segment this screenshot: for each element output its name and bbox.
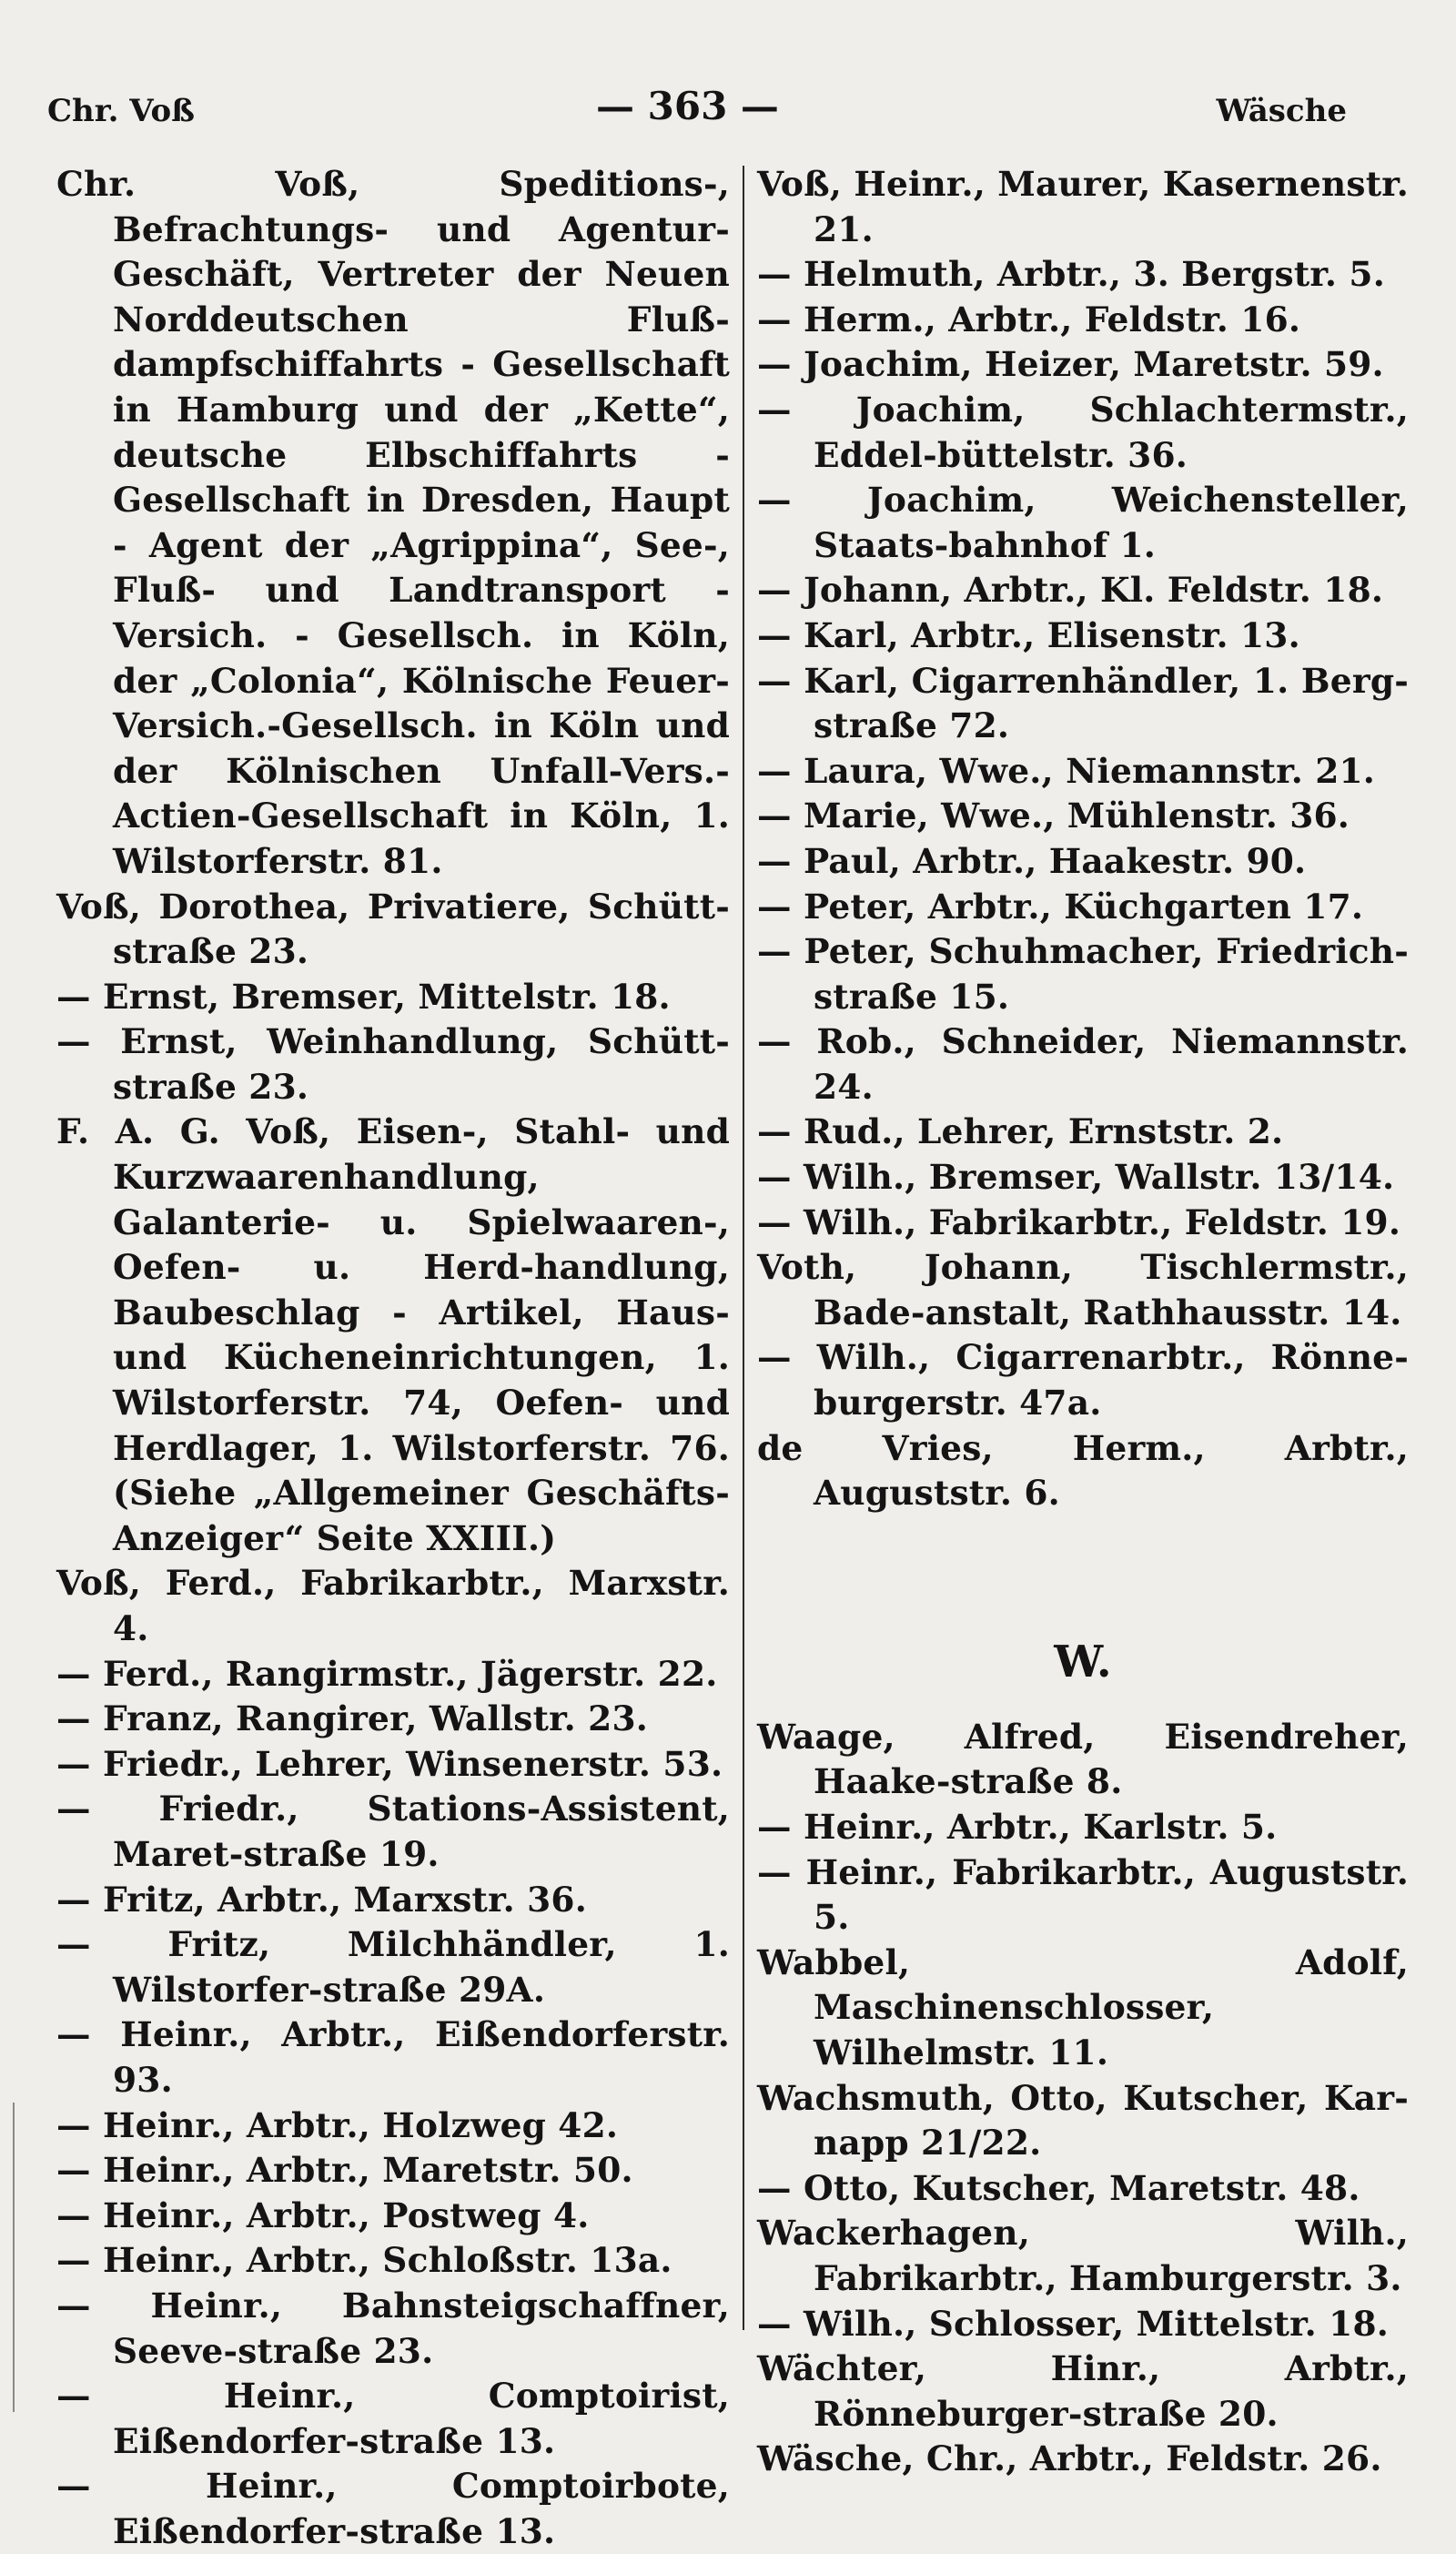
directory-entry: Voß, Dorothea, Privatiere, Schütt-straße 23. bbox=[56, 886, 730, 972]
running-head-left: Chr. Voß bbox=[47, 93, 196, 129]
directory-entry: — Heinr., Arbtr., Holzweg 42. bbox=[56, 2104, 619, 2145]
directory-entry: — Heinr., Arbtr., Karlstr. 5. bbox=[757, 1807, 1278, 1847]
directory-entry: — Franz, Rangirer, Wallstr. 23. bbox=[56, 1698, 648, 1739]
directory-entry: — Rud., Lehrer, Ernststr. 2. bbox=[757, 1111, 1284, 1152]
directory-entry: Voß, Heinr., Maurer, Kasernenstr. 21. bbox=[757, 164, 1409, 249]
directory-entry: — Herm., Arbtr., Feldstr. 16. bbox=[757, 299, 1301, 340]
directory-entry: — Heinr., Arbtr., Schloßstr. 13a. bbox=[56, 2240, 672, 2281]
directory-entry: — Ferd., Rangirmstr., Jägerstr. 22. bbox=[56, 1653, 718, 1694]
directory-entry: — Rob., Schneider, Niemannstr. 24. bbox=[757, 1021, 1409, 1107]
page-number: — 363 — bbox=[596, 84, 779, 128]
directory-entry: — Joachim, Weichensteller, Staats-bahnhof 1. bbox=[757, 480, 1409, 565]
column-divider bbox=[743, 166, 744, 2330]
directory-entry: — Fritz, Arbtr., Marxstr. 36. bbox=[56, 1879, 587, 1920]
directory-entry: — Karl, Arbtr., Elisenstr. 13. bbox=[757, 614, 1300, 655]
directory-entry: Voß, Ferd., Fabrikarbtr., Marxstr. 4. bbox=[56, 1563, 730, 1648]
directory-entry: — Peter, Schuhmacher, Friedrich-straße 15. bbox=[757, 931, 1409, 1017]
directory-entry: Waage, Alfred, Eisendreher, Haake-straße 8. bbox=[757, 1716, 1409, 1802]
directory-entry: Voth, Johann, Tischlermstr., Bade-anstalt, Rathhausstr. 14. bbox=[757, 1247, 1409, 1333]
section-letter-w: W. bbox=[1054, 1636, 1112, 1687]
directory-entry: — Heinr., Arbtr., Postweg 4. bbox=[56, 2194, 590, 2235]
right-column-entries-v bbox=[757, 162, 1409, 1516]
directory-entry: — Wilh., Cigarrenarbtr., Rönne-burgerstr. 47a. bbox=[757, 1337, 1409, 1424]
directory-entry: de Vries, Herm., Arbtr., Auguststr. 6. bbox=[757, 1427, 1409, 1514]
directory-entry: — Heinr., Arbtr., Maretstr. 50. bbox=[56, 2150, 633, 2191]
directory-entry: Wachsmuth, Otto, Kutscher, Kar-napp 21/22. bbox=[757, 2077, 1409, 2164]
directory-entry: — Karl, Cigarrenhändler, 1. Berg-straße 72. bbox=[757, 660, 1409, 746]
directory-entry: Wäsche, Chr., Arbtr., Feldstr. 26. bbox=[757, 2438, 1382, 2479]
directory-entry: — Laura, Wwe., Niemannstr. 21. bbox=[757, 750, 1376, 791]
right-column bbox=[757, 162, 1409, 2482]
directory-entry: Wächter, Hinr., Arbtr., Rönneburger-straße 20. bbox=[757, 2348, 1409, 2434]
directory-entry: Chr. Voß, Speditions-, Befrachtungs- und Agentur-Geschäft, Vertreter der Neuen Norddeutschen Fluß-dampfschiffahrts - Gesellschaft in Hamburg und der „Kette“, deutsche Elbschiffahrts - Gesellschaft in Dresden, Haupt - Agent der „Agrippina“, See-, Fluß- und Landtransport - Versich. - Gesellsch. in Köln, der „Colonia“, Kölnische Feuer-Versich.-Gesellsch. in Köln und der Kölnischen Unfall-Vers.-Actien-Gesellschaft in Köln, 1. Wilstorferstr. 81. bbox=[56, 164, 730, 881]
directory-entry: — Friedr., Stations-Assistent, Maret-straße 19. bbox=[56, 1789, 730, 1874]
directory-entry: — Helmuth, Arbtr., 3. Bergstr. 5. bbox=[757, 254, 1385, 295]
running-head-right: Wäsche bbox=[1216, 93, 1347, 129]
directory-entry: — Ernst, Weinhandlung, Schütt-straße 23. bbox=[56, 1021, 730, 1107]
directory-entry: — Friedr., Lehrer, Winsenerstr. 53. bbox=[56, 1743, 723, 1784]
directory-entry: — Wilh., Fabrikarbtr., Feldstr. 19. bbox=[757, 1201, 1401, 1242]
directory-entry: — Peter, Arbtr., Küchgarten 17. bbox=[757, 886, 1364, 927]
directory-entry: F. A. G. Voß, Eisen-, Stahl- und Kurzwaarenhandlung, Galanterie- u. Spielwaaren-, Oefen- u. Herd-handlung, Baubeschlag - Artikel, Haus- und Kücheneinrichtungen, 1. Wilstorferstr. 74, Oefen- und Herdlager, 1. Wilstorferstr. 76. (Siehe „Allgemeiner Geschäfts-Anzeiger“ Seite XXIII.) bbox=[56, 1111, 730, 1558]
directory-entry: Wabbel, Adolf, Maschinenschlosser, Wilhelmstr. 11. bbox=[757, 1941, 1409, 2073]
directory-entry: Wackerhagen, Wilh., Fabrikarbtr., Hamburgerstr. 3. bbox=[757, 2213, 1409, 2298]
directory-entry: — Heinr., Fabrikarbtr., Auguststr. 5. bbox=[757, 1851, 1409, 1938]
page-edge-shadow bbox=[13, 2103, 15, 2412]
directory-entry: — Otto, Kutscher, Maretstr. 48. bbox=[757, 2167, 1360, 2208]
page-header bbox=[0, 84, 1456, 138]
left-column bbox=[56, 162, 730, 2554]
directory-entry: — Joachim, Heizer, Maretstr. 59. bbox=[757, 344, 1384, 385]
directory-entry: — Wilh., Schlosser, Mittelstr. 18. bbox=[757, 2303, 1389, 2344]
directory-entry: — Heinr., Arbtr., Eißendorferstr. 93. bbox=[56, 2014, 730, 2100]
directory-entry: — Ernst, Bremser, Mittelstr. 18. bbox=[56, 976, 671, 1017]
directory-entry: — Johann, Arbtr., Kl. Feldstr. 18. bbox=[757, 570, 1384, 611]
directory-entry: — Wilh., Bremser, Wallstr. 13/14. bbox=[757, 1157, 1395, 1198]
directory-entry: — Heinr., Bahnsteigschaffner, Seeve-straße 23. bbox=[56, 2285, 730, 2371]
directory-entry: — Heinr., Comptoirbote, Eißendorfer-straße 13. bbox=[56, 2466, 730, 2551]
directory-entry: — Marie, Wwe., Mühlenstr. 36. bbox=[757, 796, 1350, 836]
directory-entry: — Heinr., Comptoirist, Eißendorfer-straße 13. bbox=[56, 2376, 730, 2461]
directory-entry: — Paul, Arbtr., Haakestr. 90. bbox=[757, 840, 1307, 881]
directory-entry: — Joachim, Schlachtermstr., Eddel-büttelstr. 36. bbox=[757, 389, 1409, 475]
directory-entry: — Fritz, Milchhändler, 1. Wilstorfer-straße 29A. bbox=[56, 1924, 730, 2010]
right-column-entries-w bbox=[757, 1715, 1409, 2482]
